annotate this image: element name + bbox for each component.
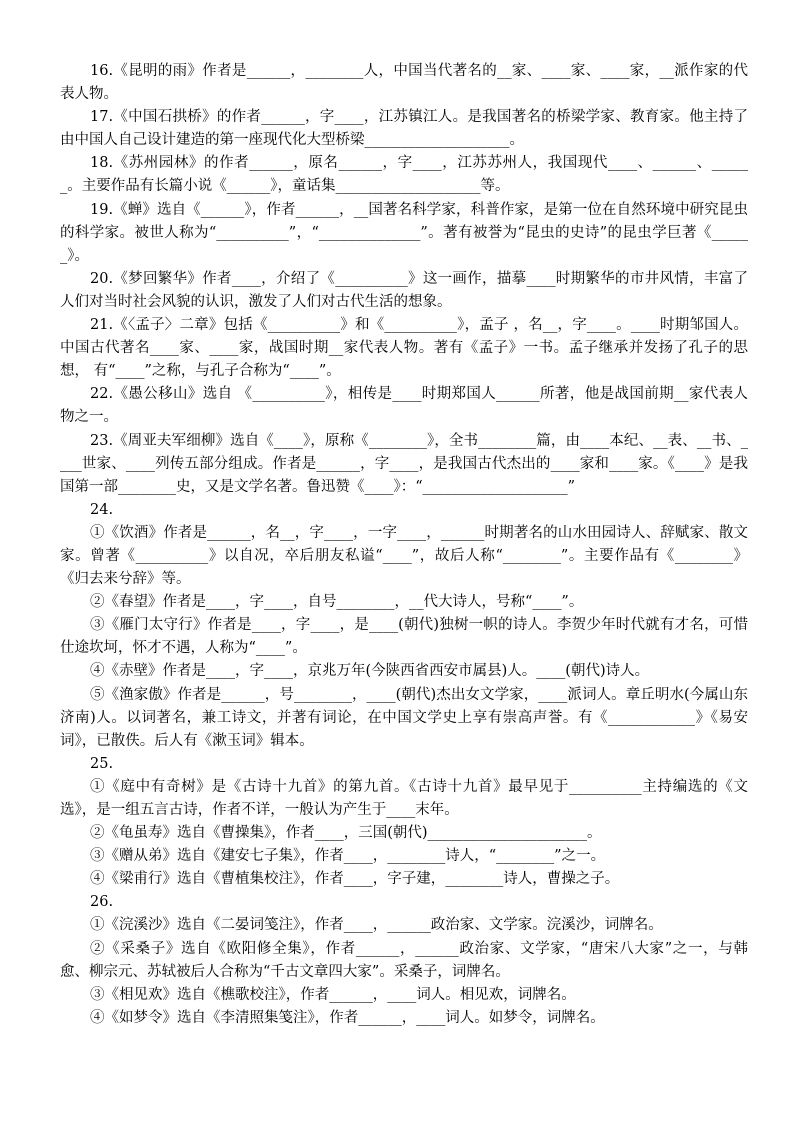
question-16: 16.《昆明的雨》作者是______，________人，中国当代著名的__家、____家、____家，__派作家的代表人物。 — [60, 63, 748, 103]
question-23: 23.《周亚夫军细柳》选自《____》，原称《________》，全书________篇，由____本纪、__表、__书、____世家、____列传五部分组成。作者是______，字____，是我国古代杰出的____家和____家。《____》是我国第一部________史，又是文学名著。鲁迅赞《____》：“____________________” — [60, 432, 748, 495]
question-17: 17.《中国石拱桥》的作者______，字____，江苏镇江人。是我国著名的桥梁学家、教育家。他主持了由中国人自己设计建造的第一座现代化大型桥梁____________________。 — [60, 109, 748, 149]
question-24-item-2: ②《春望》作者是____，字____，自号________，__代大诗人，号称“____”。 — [90, 594, 584, 611]
question-25-item-2: ②《龟虽寿》选自《曹操集》，作者____，三国(朝代)______________________。 — [90, 825, 602, 842]
question-25-item-1: ①《庭中有奇树》是《古诗十九首》的第九首。《古诗十九首》最早见于__________主持编选的《文选》，是一组五言古诗，作者不详，一般认为产生于____末年。 — [60, 778, 748, 818]
question-20: 20.《梦回繁华》作者____，介绍了《__________》这一画作，描摹____时期繁华的市井风情，丰富了人们对当时社会风貌的认识，激发了人们对古代生活的想象。 — [60, 270, 748, 310]
question-25-item-3: ③《赠从弟》选自《建安七子集》，作者____，________诗人，“________”之一。 — [90, 848, 606, 865]
question-19: 19.《蝉》选自《______》，作者______，__国著名科学家，科普作家，是第一位在自然环境中研究昆虫的科学家。被世人称为“__________”，“______________”。著有被誉为“昆虫的史诗”的昆虫学巨著《______》。 — [60, 201, 748, 264]
question-26-item-1: ①《浣溪沙》选自《二晏词笺注》，作者____，______政治家、文学家。浣溪沙，词牌名。 — [90, 917, 663, 934]
question-18: 18.《苏州园林》的作者______，原名______，字____，江苏苏州人，我国现代____、______、______。主要作品有长篇小说《______》，童话集____________________等。 — [60, 155, 748, 195]
question-25-number: 25. — [90, 755, 114, 772]
question-24-item-4: ④《赤壁》作者是____，字____，京兆万年(今陕西省西安市属县)人。____(朝代)诗人。 — [90, 663, 650, 680]
question-24-item-1: ①《饮酒》作者是______，名__，字____，一字____，______时期著名的山水田园诗人、辞赋家、散文家。曾著《__________》以自况，卒后朋友私谥“____”，故后人称“________”。主要作品有《________》《归去来兮辞》等。 — [60, 524, 748, 588]
question-22: 22.《愚公移山》选自 《__________》，相传是____时期郑国人______所著，他是战国前期__家代表人物之一。 — [60, 386, 748, 426]
question-26-item-4: ④《如梦令》选自《李清照集笺注》，作者______，____词人。如梦令，词牌名。 — [90, 1009, 605, 1026]
question-25-item-4: ④《梁甫行》选自《曹植集校注》，作者____，字子建，________诗人，曹操之子。 — [90, 871, 620, 888]
question-26-item-2: ②《采桑子》选自《欧阳修全集》，作者______，______政治家、文学家，“唐宋八大家”之一，与韩愈、柳宗元、苏轼被后人合称为“千古文章四大家”。采桑子，词牌名。 — [60, 940, 748, 980]
question-26-number: 26. — [90, 894, 114, 911]
question-24-item-5: ⑤《渔家傲》作者是______，号________，____(朝代)杰出女文学家，____派词人。章丘明水(今属山东济南)人。以词著名，兼工诗文，并著有词论，在中国文学史上享有崇高声誉。有《____________》《易安词》，已散佚。后人有《漱玉词》辑本。 — [60, 686, 748, 749]
question-26-item-3: ③《相见欢》选自《樵歌校注》，作者______，____词人。相见欢，词牌名。 — [90, 986, 576, 1003]
question-24-number: 24. — [90, 501, 114, 518]
question-24-item-3: ③《雁门太守行》作者是____，字____，是____(朝代)独树一帜的诗人。李贺少年时代就有才名，可惜仕途坎坷，怀才不遇，人称为“____”。 — [60, 617, 748, 657]
question-21: 21.《〈孟子〉二章》包括《__________》和《__________》，孟子 ，名__，字____。____时期邹国人。中国古代著名____家、____家，战国时期__家代表人物。著有《孟子》一书。孟子继承并发扬了孔子的思想， 有“____”之称，与孔子合称为“____”。 — [60, 317, 748, 380]
